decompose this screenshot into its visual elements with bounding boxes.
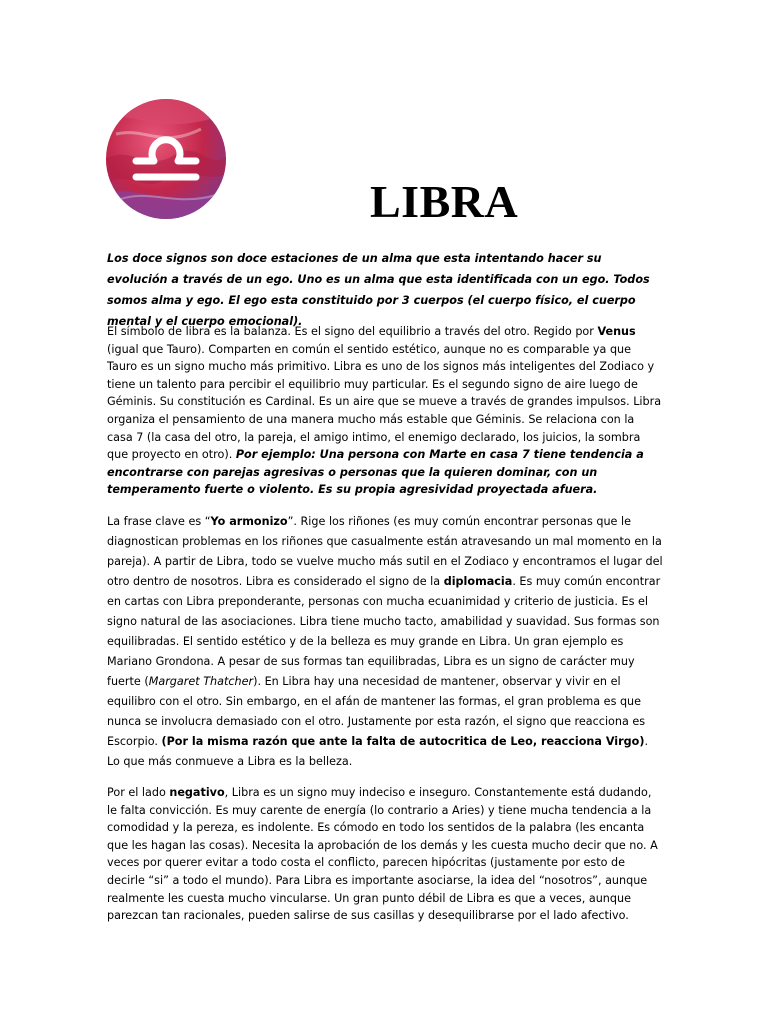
text-span: Por el lado xyxy=(107,786,170,799)
libra-symbol-icon xyxy=(106,99,226,219)
thatcher-italic: Margaret Thatcher xyxy=(148,675,254,688)
paragraph-key-phrase xyxy=(107,512,663,772)
text-span: . Es muy común encontrar en cartas con Libra preponderante, personas con mucha ecuanimidad y criterio de justicia. Es el signo natural de las asociaciones. Libra tiene mucho tacto, amabilidad y suavidad. Sus formas son equilibradas. El sentido estético y de la belleza es muy grande en Libra. Un gran ejemplo es Mariano Grondona. A pesar de sus formas tan equilibradas, Libra es un signo de carácter muy fuerte ( xyxy=(107,575,661,688)
example-italic: Por ejemplo: Una persona con Marte en casa 7 tiene tendencia a encontrarse con parejas agresivas o personas que la quieren dominar, con un temperamento fuerte o violento. Es su propia agresividad proyectada afuera. xyxy=(107,448,644,497)
intro-paragraph: Los doce signos son doce estaciones de un alma que esta intentando hacer su evolución a través de un ego. Uno es un alma que esta identificada con un ego. Todos somos alma y ego. El ego esta constituido por 3 cuerpos (el cuerpo físico, el cuerpo mental y el cuerpo emocional). xyxy=(107,252,650,328)
text-span: La frase clave es “ xyxy=(107,515,211,528)
diplomacia-bold: diplomacia xyxy=(443,575,513,588)
venus-bold: Venus xyxy=(597,325,636,338)
text-span: , Libra es un signo muy indeciso e inseguro. Constantemente está dudando, le falta convicción. Es muy carente de energía (lo contrario a Aries) y tiene mucha tendencia a la comodidad y la pereza, es indolente. Es cómodo en todo los sentidos de la palabra (les encanta que les hagan las cosas). Necesita la aprobación de los demás y les cuesta mucho decir que no. A veces por querer evitar a todo costa el conflicto, parecen hipócritas (justamente por esto de decirle “si” a todo el mundo). Para Libra es importante asociarse, la idea del “nosotros”, aunque realmente les cuesta mucho vincularse. Un gran punto débil de Libra es que a veces, aunque parezcan tan racionales, pueden salirse de sus casillas y desequilibrarse por el lado afectivo. xyxy=(107,786,658,923)
phrase-bold: Yo armonizo xyxy=(210,515,288,528)
negativo-bold: negativo xyxy=(169,786,225,799)
virgo-note-bold: (Por la misma razón que ante la falta de autocritica de Leo, reacciona Virgo) xyxy=(161,735,645,748)
text-span: (igual que Tauro). Comparten en común el sentido estético, aunque no es comparable ya que Tauro es un signo mucho más primitivo. Libra es uno de los signos más inteligentes del Zodiaco y tiene un talento para percibir el equilibrio muy particular. Es el segundo signo de aire luego de Géminis. Su constitución es Cardinal. Es un aire que se mueve a través de grandes impulsos. Libra organiza el pensamiento de una manera mucho más estable que Géminis. Se relaciona con la casa 7 (la casa del otro, la pareja, el amigo intimo, el enemigo declarado, los juicios, la sombra que proyecto en otro). xyxy=(107,342,662,462)
text-span: . Lo que más conmueve a Libra es la belleza. xyxy=(107,735,649,768)
paragraph-symbol xyxy=(107,323,663,499)
paragraph-negative xyxy=(107,784,663,925)
text-span: El símbolo de libra es la balanza. Es el signo del equilibrio a través del otro. Regido por xyxy=(107,325,598,338)
document-title: LIBRA xyxy=(370,176,519,227)
text-span: ). En Libra hay una necesidad de mantener, observar y vivir en el equilibro con el otro. Sin embargo, en el afán de mantener las formas, el gran problema es que nunca se involucra demasiado con el otro. Justamente por esta razón, el signo que reacciona es Escorpio. xyxy=(107,675,646,748)
text-span: ”. Rige los riñones (es muy común encontrar personas que le diagnostican problemas en los riñones que casualmente están atravesando un mal momento en la pareja). A partir de Libra, todo se vuelve mucho más sutil en el Zodiaco y encontramos el lugar del otro dentro de nosotros. Libra es considerado el signo de la xyxy=(107,515,663,588)
